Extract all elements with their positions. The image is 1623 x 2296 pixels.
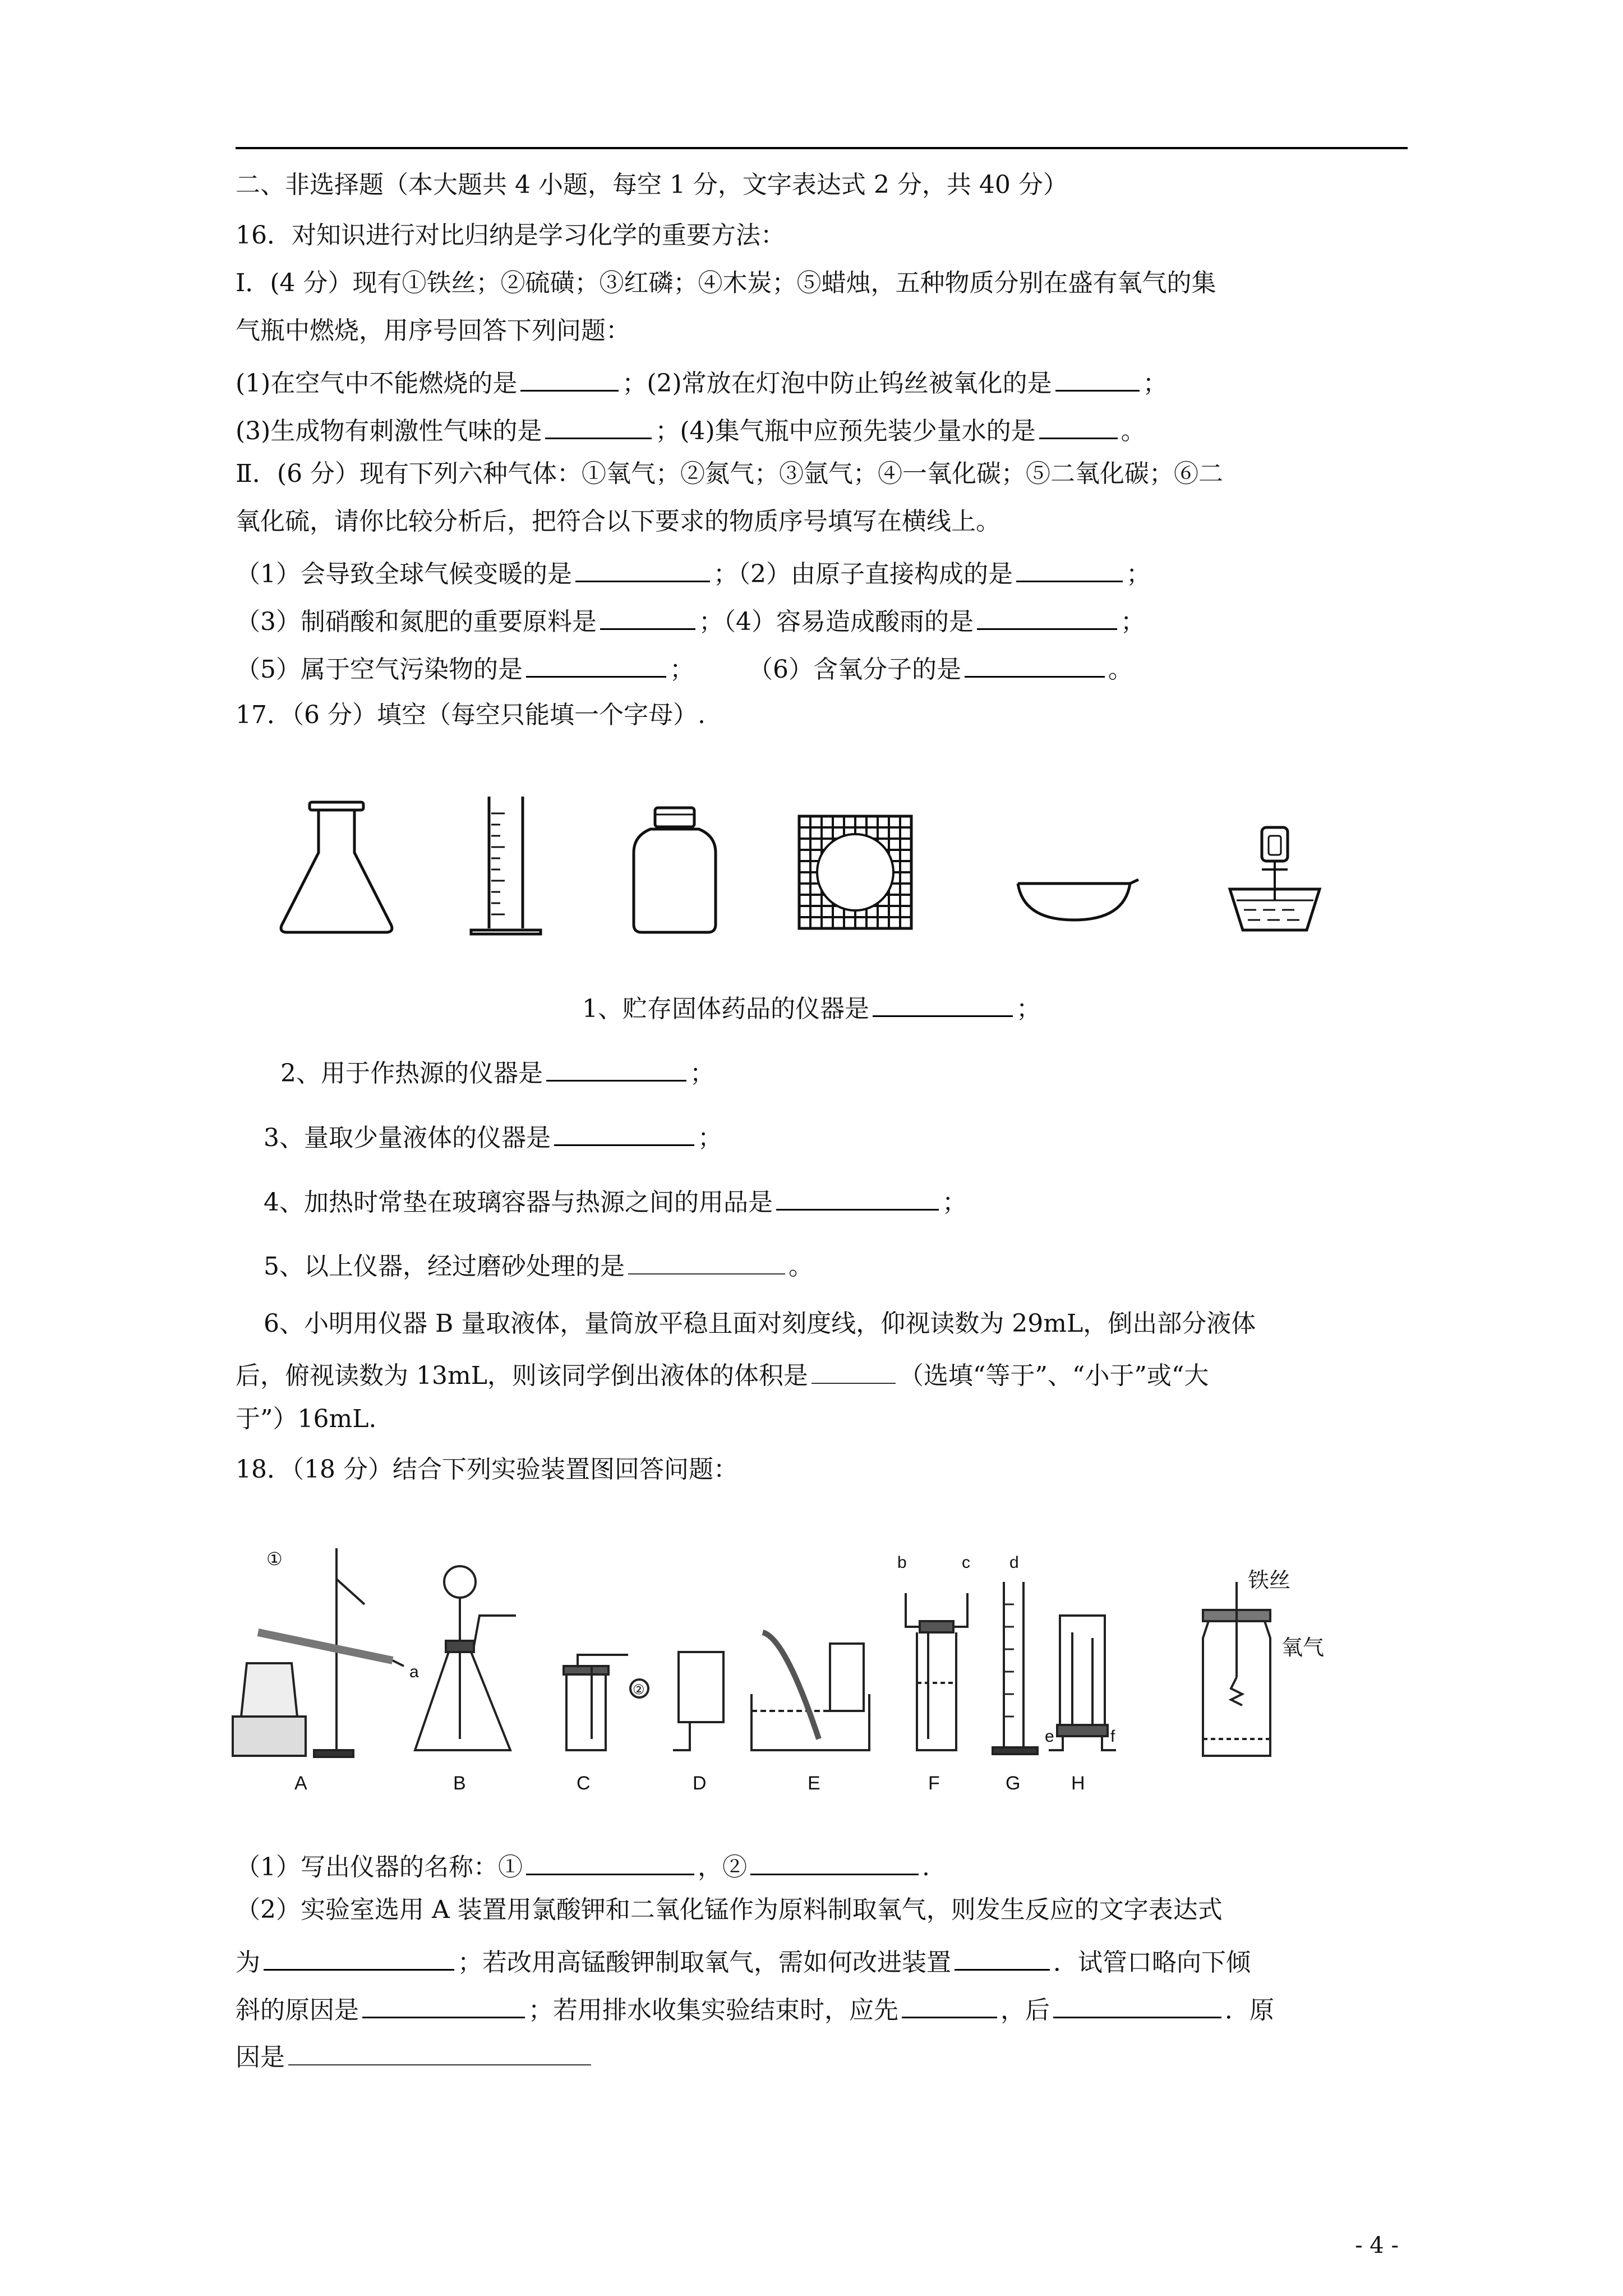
apparatus-f: [906, 1593, 967, 1750]
answer-blank[interactable]: [750, 1846, 919, 1875]
q17-item5-row: 5、以上仪器，经过磨砂处理的是 。: [264, 1245, 1436, 1283]
answer-blank[interactable]: [1016, 553, 1123, 582]
q18-sub2-line3c: ，后: [1000, 1996, 1050, 2024]
apparatus-e: [751, 1632, 869, 1750]
q18-stem: 18．（18 分）结合下列实验装置图回答问题：: [236, 1455, 738, 1484]
marker-2: ②: [633, 1682, 645, 1697]
q16-part1-q2: ；(2)常放在灯泡中防止钨丝被氧化的是: [622, 369, 1052, 398]
port-b: b: [897, 1553, 907, 1572]
q16-stem: 16．对知识进行对比归纳是学习化学的重要方法：: [236, 221, 785, 250]
q17-instruments-figure: [269, 785, 1363, 959]
q17-item6-line2b: （选填“等于”、“小于”或“大: [898, 1361, 1209, 1390]
q18-sub2-row4: [236, 2036, 1408, 2074]
answer-blank[interactable]: [977, 600, 1117, 630]
q17-item1-row: 1、贮存固体药品的仪器是 ；: [0, 987, 1623, 1026]
q17-item6-line3: 于”）16mL.: [236, 1405, 377, 1433]
q16-part2-q2: ；（2）由原子直接构成的是: [713, 560, 1013, 588]
answer-blank[interactable]: [776, 1181, 939, 1211]
q17-item2: 2、用于作热源的仪器是: [280, 1059, 543, 1088]
q17-item1: 1、贮存固体药品的仪器是: [582, 995, 869, 1023]
q16-part1-line2: 气瓶中燃烧，用序号回答下列问题：: [236, 316, 630, 345]
q16-part2-q1: （1）会导致全球气候变暖的是: [236, 560, 572, 588]
label-h: H: [1071, 1773, 1085, 1794]
label-c: C: [577, 1773, 591, 1794]
answer-blank[interactable]: [554, 1116, 694, 1146]
q18-sub1-prefix: （1）写出仪器的名称：①: [236, 1853, 523, 1881]
apparatus-a: [233, 1548, 404, 1757]
port-d: d: [1009, 1553, 1019, 1572]
q17-stem: 17．（6 分）填空（每空只能填一个字母）.: [236, 701, 706, 729]
page-number: - 4 -: [1355, 2233, 1399, 2258]
q16-part1-line1: Ⅰ．(4 分）现有①铁丝；②硫磺；③红磷；④木炭；⑤蜡烛，五种物质分别在盛有氧气的集: [236, 269, 1216, 297]
q16-part1-q1: (1)在空气中不能燃烧的是: [236, 369, 518, 398]
answer-blank[interactable]: [1053, 1989, 1221, 2018]
port-e: e: [1045, 1727, 1054, 1746]
apparatus-b: [415, 1566, 516, 1750]
label-d: D: [693, 1773, 707, 1794]
answer-blank[interactable]: [520, 362, 619, 392]
label-a: A: [294, 1773, 307, 1794]
port-a: a: [409, 1663, 419, 1681]
label-g: G: [1006, 1773, 1021, 1794]
q16-part1-row1: (1)在空气中不能燃烧的是 ；(2)常放在灯泡中防止钨丝被氧化的是 ；: [236, 362, 1408, 401]
oxygen-label: 氧气: [1281, 1636, 1325, 1660]
answer-blank[interactable]: [526, 1846, 694, 1875]
q16-part2-row1: （1）会导致全球气候变暖的是 ；（2）由原子直接构成的是 ；: [236, 553, 1408, 591]
q18-sub2-row3: [236, 1989, 1408, 2027]
answer-blank[interactable]: [600, 600, 695, 630]
q18-sub2-line2a: 为: [236, 1948, 260, 1977]
q18-apparatus-figure: [224, 1526, 1413, 1795]
answer-blank[interactable]: [362, 1989, 525, 2018]
label-e: E: [808, 1773, 820, 1794]
q17-item3-row: 3、量取少量液体的仪器是 ；: [264, 1116, 1436, 1155]
q18-sub2-line2b: ；若改用高锰酸钾制取氧气，需如何改进装置: [458, 1948, 951, 1977]
section-title: 二、非选择题（本大题共 4 小题，每空 1 分，文字表达式 2 分，共 40 分）: [236, 171, 1068, 199]
answer-blank[interactable]: [288, 2036, 591, 2065]
answer-blank[interactable]: [628, 1245, 785, 1274]
answer-blank[interactable]: [575, 553, 710, 582]
apparatus-c: [564, 1655, 648, 1750]
q16-part1-q3: (3)生成物有刺激性气味的是: [236, 417, 542, 445]
apparatus-h: [1049, 1616, 1116, 1750]
iron-wire-combustion: [1203, 1582, 1270, 1756]
q16-part2-line1: Ⅱ．(6 分）现有下列六种气体：①氧气；②氮气；③氩气；④一氧化碳；⑤二氧化碳；⑥二: [236, 459, 1224, 488]
answer-blank[interactable]: [264, 1941, 454, 1971]
q18-sub2-line3a: 斜的原因是: [236, 1996, 359, 2024]
graduated-cylinder-icon: [471, 797, 541, 934]
answer-blank[interactable]: [546, 1052, 686, 1082]
answer-blank[interactable]: [965, 648, 1105, 678]
answer-blank[interactable]: [526, 648, 666, 678]
q16-part1-row2: (3)生成物有刺激性气味的是 ；(4)集气瓶中应预先装少量水的是 。: [236, 409, 1408, 448]
q17-item6-line1: 6、小明用仪器 B 量取液体，量筒放平稳且面对刻度线，仰视读数为 29mL，倒出部分液体: [264, 1309, 1256, 1338]
q18-sub1-row: （1）写出仪器的名称：① ，② .: [236, 1846, 1408, 1884]
q18-sub2-line4: 因是: [236, 2043, 285, 2072]
answer-blank[interactable]: [1039, 409, 1118, 439]
q16-part2-row3: （5）属于空气污染物的是 ； （6）含氧分子的是 。: [236, 648, 1408, 687]
label-b: B: [453, 1773, 466, 1794]
marker-1: ①: [266, 1549, 283, 1569]
answer-blank[interactable]: [545, 409, 652, 439]
q17-item6-line2a: 后，俯视读数为 13mL，则该同学倒出液体的体积是: [236, 1361, 808, 1390]
wide-mouth-bottle-icon: [634, 808, 716, 932]
q16-part2-q3: （3）制硝酸和氮肥的重要原料是: [236, 608, 597, 636]
answer-blank[interactable]: [902, 1989, 997, 2018]
apparatus-g: [993, 1582, 1038, 1754]
q16-part2-q6: （6）含氧分子的是: [748, 655, 961, 684]
q16-part2-q5: （5）属于空气污染物的是: [236, 655, 523, 684]
answer-blank[interactable]: [873, 987, 1013, 1017]
answer-blank[interactable]: [811, 1355, 896, 1384]
label-f: F: [928, 1773, 940, 1794]
answer-blank[interactable]: [955, 1941, 1050, 1971]
q18-sub2-line1: （2）实验室选用 A 装置用氯酸钾和二氧化锰作为原料制取氧气，则发生反应的文字表达式: [236, 1895, 1223, 1924]
alcohol-lamp-icon: [1230, 827, 1320, 930]
port-f: f: [1110, 1727, 1115, 1746]
q16-part2-line2: 氧化硫，请你比较分析后，把符合以下要求的物质序号填写在横线上。: [236, 507, 1000, 536]
conical-flask-icon: [281, 802, 392, 932]
answer-blank[interactable]: [1055, 362, 1140, 392]
apparatus-d: [673, 1652, 723, 1750]
q16-part2-row2: （3）制硝酸和氮肥的重要原料是 ；（4）容易造成酸雨的是 ；: [236, 600, 1408, 639]
port-c: c: [962, 1553, 970, 1572]
q18-sub2-line3d: ．原: [1225, 1996, 1274, 2024]
q17-item3: 3、量取少量液体的仪器是: [264, 1124, 551, 1152]
evaporating-dish-icon: [1018, 880, 1138, 920]
q18-sub2-line3b: ；若用排水收集实验结束时，应先: [528, 1996, 898, 2024]
q17-item4: 4、加热时常垫在玻璃容器与热源之间的用品是: [264, 1188, 773, 1217]
q16-part2-q4: ；（4）容易造成酸雨的是: [699, 608, 974, 636]
q17-item4-row: 4、加热时常垫在玻璃容器与热源之间的用品是 ；: [264, 1181, 1436, 1220]
q17-item6-row2: [236, 1355, 1408, 1393]
q18-sub1-mid: ，②: [698, 1853, 747, 1881]
q17-item5: 5、以上仪器，经过磨砂处理的是: [264, 1252, 625, 1281]
q18-sub2-line2c: ．试管口略向下倾: [1053, 1948, 1251, 1977]
q17-item2-row: 2、用于作热源的仪器是 ；: [280, 1052, 1453, 1091]
iron-wire-label: 铁丝: [1248, 1569, 1291, 1593]
header-rule: [236, 147, 1408, 149]
q18-sub2-row2: [236, 1941, 1408, 1980]
q16-part1-q4: ；(4)集气瓶中应预先装少量水的是: [655, 417, 1036, 445]
wire-gauze-icon: [799, 816, 911, 928]
